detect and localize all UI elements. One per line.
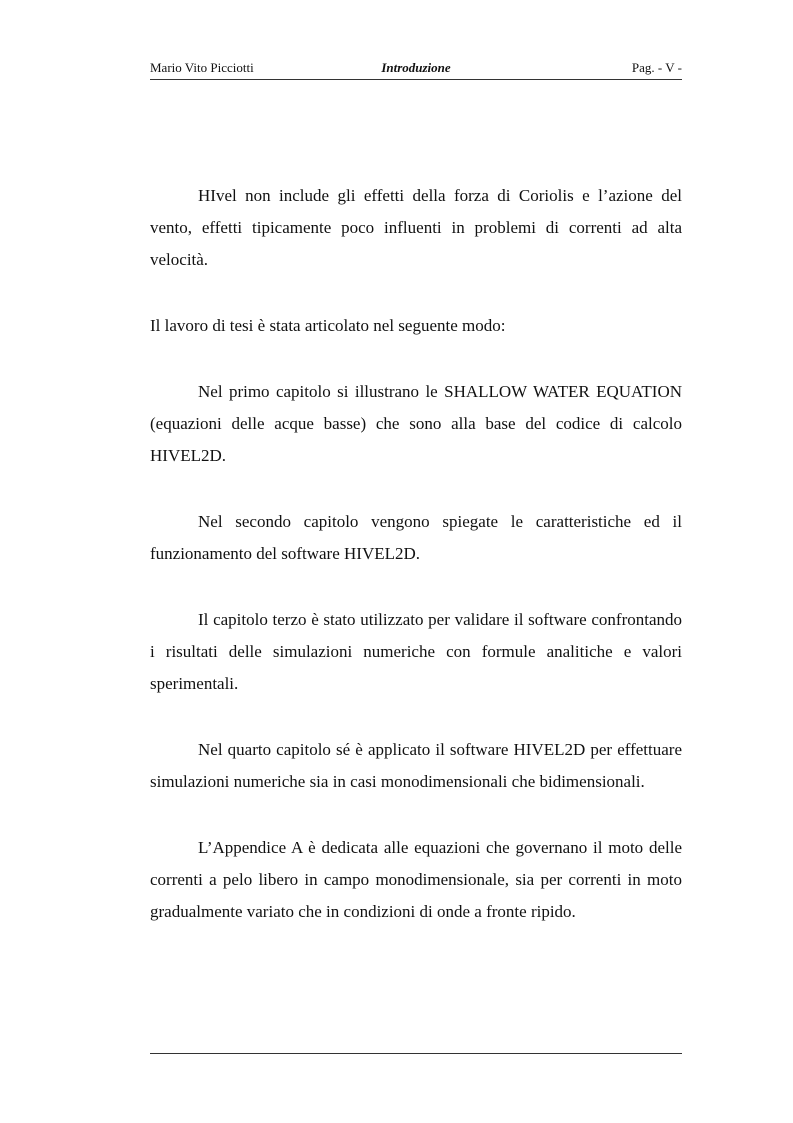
footer-divider xyxy=(150,1053,682,1054)
paragraph-coriolis: HIvel non include gli effetti della forza di Coriolis e l’azione del vento, effetti tipicamente poco influenti in problemi di correnti ad alta velocità. xyxy=(150,186,682,269)
page-header xyxy=(150,60,682,78)
header-author: Mario Vito Picciotti xyxy=(150,60,254,75)
paragraph-chapter-four: Nel quarto capitolo sé è applicato il software HIVEL2D per effettuare simulazioni numeriche sia in casi monodimensionali che bidimensionali. xyxy=(150,740,682,791)
paragraph-chapter-three: Il capitolo terzo è stato utilizzato per validare il software confrontando i risultati delle simulazioni numeriche con formule analitiche e valori sperimentali. xyxy=(150,610,682,693)
header-divider xyxy=(150,79,682,80)
paragraph-thesis-structure: Il lavoro di tesi è stata articolato nel seguente modo: xyxy=(150,316,506,335)
page-body xyxy=(150,180,682,962)
paragraph-appendix-a: L’Appendice A è dedicata alle equazioni che governano il moto delle correnti a pelo libero in campo monodimensionale, sia per correnti in moto gradualmente variato che in condizioni di onde a fronte ripido. xyxy=(150,838,682,921)
header-page-number: Pag. - V - xyxy=(631,60,682,75)
paragraph-chapter-one: Nel primo capitolo si illustrano le SHALLOW WATER EQUATION (equazioni delle acque basse) che sono alla base del codice di calcolo HIVEL2D. xyxy=(150,382,682,465)
header-section-title: Introduzione xyxy=(381,60,451,75)
paragraph-chapter-two: Nel secondo capitolo vengono spiegate le caratteristiche ed il funzionamento del software HIVEL2D. xyxy=(150,512,682,563)
